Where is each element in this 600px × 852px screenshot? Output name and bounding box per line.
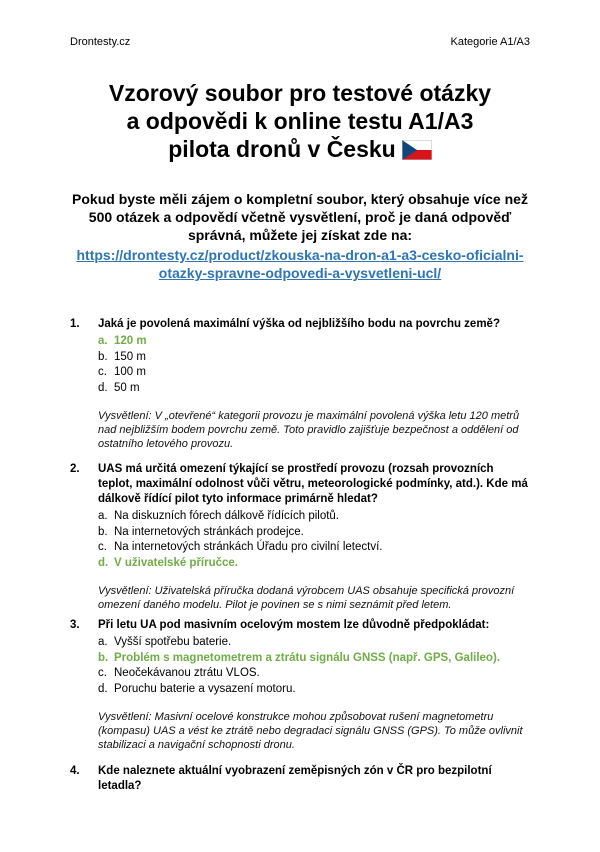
question-1: [70, 317, 530, 451]
option-letter: c.: [98, 667, 107, 680]
explanation: Vysvětlení: Masivní ocelové konstrukce mohou způsobovat rušení magnetometru (kompasu) UAS a vést ke ztrátě nebo degradaci signálu GNSS (GPS). To může ovlivnit stabilizaci a navigační schopnosti dronu.: [98, 711, 523, 752]
answer-options: [98, 509, 530, 571]
question-3: [70, 618, 530, 752]
question-header: [70, 764, 530, 794]
site-name: Drontesty.cz: [70, 36, 131, 48]
answer-option: [98, 381, 530, 397]
question-text: Kde naleznete aktuální vyobrazení zeměpisných zón v ČR pro bezpilotní letadla?: [98, 765, 492, 792]
option-letter: c.: [98, 366, 107, 379]
option-letter: a.: [98, 636, 108, 648]
title-line-3-row: [0, 135, 600, 163]
option-letter: a.: [98, 335, 108, 347]
option-text: 120 m: [114, 335, 147, 347]
question-number: 2.: [70, 463, 80, 475]
option-text: Neočekávanou ztrátu VLOS.: [114, 667, 260, 680]
answer-option: [98, 666, 530, 682]
category-label: Kategorie A1/A3: [450, 36, 530, 48]
question-header: [70, 317, 530, 332]
answer-option-correct: [98, 334, 530, 350]
answer-option: [98, 540, 530, 556]
option-letter: d.: [98, 556, 109, 569]
answer-option: [98, 509, 530, 525]
answer-option: [98, 635, 530, 651]
answer-option: [98, 365, 530, 381]
option-text: 100 m: [114, 366, 146, 379]
product-link-line-1[interactable]: https://drontesty.cz/product/zkouska-na-dron-a1-a3-cesko-oficialni-: [76, 247, 524, 263]
answer-options: [98, 334, 530, 396]
title-line-1: Vzorový soubor pro testové otázky: [108, 80, 492, 106]
title-line-3: pilota dronů v Česku: [168, 136, 396, 162]
product-link[interactable]: [70, 246, 530, 282]
option-text: 150 m: [114, 350, 146, 363]
question-text: Jaká je povolená maximální výška od nejbližšího bodu na povrchu země?: [98, 318, 500, 330]
option-letter: c.: [98, 541, 107, 554]
czech-flag-icon: [402, 140, 432, 160]
question-header: [70, 462, 530, 507]
option-letter: b.: [98, 651, 109, 664]
answer-option: [98, 525, 530, 541]
option-text: Vyšší spotřebu baterie.: [114, 636, 232, 648]
option-text: Problém s magnetometrem a ztrátu signálu GNSS (např. GPS, Galileo).: [114, 651, 500, 664]
product-link-line-2[interactable]: otazky-spravne-odpovedi-a-vysvetleni-ucl/: [158, 265, 442, 281]
option-letter: d.: [98, 381, 108, 394]
option-text: Na diskuzních fórech dálkově řídících pilotů.: [114, 510, 340, 522]
option-letter: d.: [98, 682, 108, 695]
question-number: 1.: [70, 318, 80, 330]
question-4: [70, 764, 530, 794]
question-text: UAS má určitá omezení týkající se prostředí provozu (rozsah provozních teplot, maximální odolnost vůči větru, meteorologické podmínky, atd.). Kde má dálkově řídící pilot tyto informace primárně hledat?: [98, 463, 528, 505]
question-2: [70, 462, 530, 612]
option-letter: b.: [98, 525, 108, 538]
explanation: Vysvětlení: V „otevřené“ kategorii provozu je maximální povolená výška letu 120 metrů nad nejbližším bodem povrchu země. Toto pravidlo zajišťuje bezpečnost a oddělení od ostatního letového provozu.: [98, 410, 520, 451]
option-letter: b.: [98, 350, 108, 363]
document-title: [0, 79, 600, 163]
title-line-2: a odpovědi k online testu A1/A3: [126, 108, 474, 134]
option-letter: a.: [98, 510, 108, 522]
option-text: Na internetových stránkách prodejce.: [114, 525, 304, 538]
question-header: [70, 618, 530, 633]
option-text: 50 m: [114, 381, 140, 394]
option-text: Poruchu baterie a vysazení motoru.: [114, 682, 296, 695]
answer-option-correct: [98, 651, 530, 667]
question-text: Při letu UA pod masivním ocelovým mostem lze důvodně předpokládat:: [98, 619, 490, 631]
answer-option: [98, 350, 530, 366]
intro-text: Pokud byste měli zájem o kompletní soubor, který obsahuje více než 500 otázek a odpovědí včetně vysvětlení, proč je daná odpověď správná, můžete jej získat zde na:: [72, 191, 528, 243]
explanation: Vysvětlení: Uživatelská příručka dodaná výrobcem UAS obsahuje specifická provozní omezení daného modelu. Pilot je povinen se s nimi seznámit před letem.: [98, 585, 515, 612]
answer-option-correct: [98, 556, 530, 572]
answer-option: [98, 682, 530, 698]
page-header: [70, 36, 530, 48]
answer-options: [98, 635, 530, 697]
question-number: 4.: [70, 765, 80, 777]
option-text: V uživatelské příručce.: [114, 556, 239, 569]
option-text: Na internetových stránkách Úřadu pro civilní letectví.: [114, 541, 383, 554]
question-number: 3.: [70, 619, 80, 631]
